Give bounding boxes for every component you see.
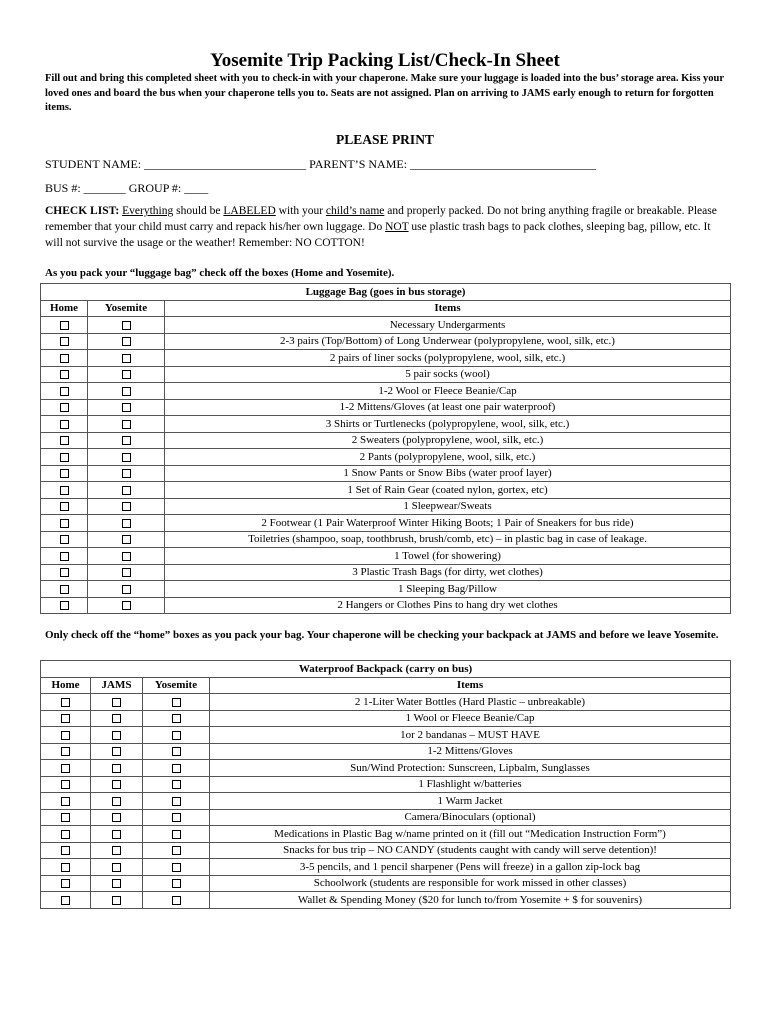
jams-checkbox[interactable] [112,714,121,723]
table-row [41,399,731,416]
home-checkbox[interactable] [60,337,69,346]
home-cell [41,727,91,744]
home-checkbox[interactable] [60,354,69,363]
checklist-instructions [45,203,725,251]
checklist-everything: Everything [122,205,174,217]
jams-cell [91,809,143,826]
yosemite-checkbox[interactable] [172,698,181,707]
yosemite-checkbox[interactable] [172,780,181,789]
home-cell [41,597,88,614]
table-row [41,776,731,793]
item-label: 1 Sleeping Bag/Pillow [165,581,731,598]
yosemite-cell [143,710,210,727]
yosemite-checkbox[interactable] [122,337,131,346]
item-label: 1or 2 bandanas – MUST HAVE [210,727,731,744]
jams-checkbox[interactable] [112,731,121,740]
item-label: 2 1-Liter Water Bottles (Hard Plastic – unbreakable) [210,694,731,711]
yosemite-checkbox[interactable] [172,747,181,756]
luggage-table [40,283,731,614]
jams-cell [91,776,143,793]
yosemite-cell [143,875,210,892]
yosemite-cell [88,498,165,515]
yosemite-cell [88,399,165,416]
home-checkbox[interactable] [61,747,70,756]
yosemite-cell [143,727,210,744]
yosemite-cell [88,432,165,449]
jams-cell [91,842,143,859]
yosemite-cell [88,515,165,532]
backpack-table [40,660,731,909]
yosemite-cell [88,581,165,598]
home-checkbox[interactable] [60,453,69,462]
checklist-childs-name: child’s name [325,205,385,217]
item-label: 2 Footwear (1 Pair Waterproof Winter Hiking Boots; 1 Pair of Sneakers for bus ride) [165,515,731,532]
table-row [41,333,731,350]
yosemite-checkbox[interactable] [122,436,131,445]
yosemite-cell [88,366,165,383]
jams-checkbox[interactable] [112,879,121,888]
jams-checkbox[interactable] [112,698,121,707]
home-checkbox[interactable] [61,698,70,707]
home-cell [41,350,88,367]
table-row [41,892,731,909]
yosemite-checkbox[interactable] [122,370,131,379]
table-row [41,694,731,711]
yosemite-cell [143,809,210,826]
yosemite-checkbox[interactable] [172,863,181,872]
home-cell [41,859,91,876]
yosemite-cell [88,333,165,350]
table-row [41,498,731,515]
yosemite-checkbox[interactable] [172,731,181,740]
home-cell [41,548,88,565]
item-label: 2 Pants (polypropylene, wool, silk, etc.) [165,449,731,466]
jams-checkbox[interactable] [112,747,121,756]
yosemite-checkbox[interactable] [172,830,181,839]
home-cell [41,482,88,499]
jams-cell [91,859,143,876]
yosemite-cell [88,482,165,499]
home-checkbox[interactable] [61,863,70,872]
yosemite-checkbox[interactable] [122,354,131,363]
home-checkbox[interactable] [61,896,70,905]
home-checkbox[interactable] [60,321,69,330]
table-row [41,548,731,565]
checklist-text-2: with your [275,205,326,217]
yosemite-cell [143,859,210,876]
home-cell [41,383,88,400]
home-checkbox[interactable] [61,846,70,855]
table-row [41,350,731,367]
home-cell [41,826,91,843]
item-label: 3-5 pencils, and 1 pencil sharpener (Pens will freeze) in a gallon zip-lock bag [210,859,731,876]
checklist-labeled: LABELED [223,205,276,217]
jams-cell [91,892,143,909]
home-checkbox[interactable] [60,420,69,429]
item-label: Schoolwork (students are responsible for work missed in other classes) [210,875,731,892]
jams-checkbox[interactable] [112,764,121,773]
item-label: 2 pairs of liner socks (polypropylene, wool, silk, etc.) [165,350,731,367]
item-label: Camera/Binoculars (optional) [210,809,731,826]
home-cell [41,793,91,810]
yosemite-checkbox[interactable] [172,714,181,723]
home-cell [41,449,88,466]
yosemite-checkbox[interactable] [122,469,131,478]
table-row [41,366,731,383]
backpack-header-items: Items [210,677,731,694]
home-checkbox[interactable] [60,370,69,379]
group-number-field[interactable]: GROUP #: ____ [128,181,209,195]
luggage-instruction: As you pack your “luggage bag” check off the boxes (Home and Yosemite). [45,267,395,279]
item-label: 2 Hangers or Clothes Pins to hang dry wet clothes [165,597,731,614]
yosemite-checkbox[interactable] [122,453,131,462]
yosemite-checkbox[interactable] [122,552,131,561]
yosemite-checkbox[interactable] [172,797,181,806]
yosemite-checkbox[interactable] [122,420,131,429]
document-title: Yosemite Trip Packing List/Check-In Sheet [210,50,560,71]
intro-text: Fill out and bring this completed sheet with you to check-in with your chaperone. Make sure your luggage is loaded into the bus’ storage area. Kiss your loved ones and board the bus when your chaperone tells you to. Seats are not assigned. Plan on arriving to JAMS early enough to return for forgotten items. [45,73,724,113]
yosemite-checkbox[interactable] [122,321,131,330]
yosemite-checkbox[interactable] [122,486,131,495]
yosemite-cell [143,694,210,711]
home-cell [41,317,88,334]
luggage-table-title: Luggage Bag (goes in bus storage) [41,284,731,301]
jams-checkbox[interactable] [112,863,121,872]
home-cell [41,743,91,760]
table-row [41,710,731,727]
item-label: 3 Plastic Trash Bags (for dirty, wet clothes) [165,564,731,581]
checklist-lead: CHECK LIST: [45,205,120,217]
jams-cell [91,710,143,727]
yosemite-checkbox[interactable] [122,519,131,528]
table-row [41,564,731,581]
home-checkbox[interactable] [60,585,69,594]
item-label: 1 Flashlight w/batteries [210,776,731,793]
home-checkbox[interactable] [60,436,69,445]
table-row [41,727,731,744]
home-checkbox[interactable] [61,830,70,839]
yosemite-cell [88,548,165,565]
jams-cell [91,793,143,810]
table-row [41,317,731,334]
checklist-text-1: should be [173,205,224,217]
home-cell [41,515,88,532]
item-label: Snacks for bus trip – NO CANDY (students caught with candy will serve detention)! [210,842,731,859]
home-cell [41,564,88,581]
table-row [41,581,731,598]
home-cell [41,465,88,482]
home-checkbox[interactable] [60,387,69,396]
yosemite-cell [88,317,165,334]
jams-cell [91,826,143,843]
checklist-text-3: and properly packed. Do not bring anything fragile or breakable. Please remember that your child must carry and repack his/her own luggage. Do [45,205,717,233]
yosemite-cell [88,597,165,614]
item-label: 1 Set of Rain Gear (coated nylon, gortex, etc) [165,482,731,499]
table-row [41,465,731,482]
home-cell [41,892,91,909]
backpack-table-title: Waterproof Backpack (carry on bus) [41,661,731,678]
item-label: Toiletries (shampoo, soap, toothbrush, brush/comb, etc) – in plastic bag in case of leakage. [165,531,731,548]
home-cell [41,416,88,433]
yosemite-cell [88,531,165,548]
yosemite-checkbox[interactable] [122,568,131,577]
yosemite-cell [88,350,165,367]
item-label: 1-2 Mittens/Gloves [210,743,731,760]
item-label: 1 Warm Jacket [210,793,731,810]
table-row [41,482,731,499]
table-row [41,515,731,532]
home-cell [41,809,91,826]
item-label: Necessary Undergarments [165,317,731,334]
student-name-field[interactable]: STUDENT NAME: ___________________________ [45,157,307,171]
table-row [41,449,731,466]
backpack-header-home: Home [41,677,91,694]
home-checkbox[interactable] [61,780,70,789]
yosemite-cell [88,416,165,433]
table-row [41,875,731,892]
home-cell [41,399,88,416]
home-cell [41,710,91,727]
table-row [41,416,731,433]
jams-cell [91,760,143,777]
yosemite-checkbox[interactable] [122,502,131,511]
home-checkbox[interactable] [60,601,69,610]
home-cell [41,333,88,350]
jams-checkbox[interactable] [112,846,121,855]
backpack-header-jams: JAMS [91,677,143,694]
home-cell [41,760,91,777]
home-checkbox[interactable] [60,519,69,528]
home-checkbox[interactable] [61,797,70,806]
home-checkbox[interactable] [61,879,70,888]
home-checkbox[interactable] [61,813,70,822]
yosemite-cell [143,776,210,793]
yosemite-cell [88,564,165,581]
home-cell [41,776,91,793]
home-checkbox[interactable] [60,502,69,511]
checklist-not: NOT [385,221,409,233]
item-label: Sun/Wind Protection: Sunscreen, Lipbalm, Sunglasses [210,760,731,777]
home-checkbox[interactable] [61,731,70,740]
item-label: 1 Sleepwear/Sweats [165,498,731,515]
yosemite-checkbox[interactable] [172,896,181,905]
item-label: 1 Snow Pants or Snow Bibs (water proof layer) [165,465,731,482]
table-row [41,793,731,810]
home-cell [41,432,88,449]
name-fields-line [45,157,596,172]
luggage-header-yosemite: Yosemite [88,300,165,317]
jams-checkbox[interactable] [112,797,121,806]
yosemite-checkbox[interactable] [172,879,181,888]
jams-cell [91,743,143,760]
item-label: 1-2 Mittens/Gloves (at least one pair waterproof) [165,399,731,416]
table-row [41,432,731,449]
yosemite-checkbox[interactable] [122,403,131,412]
luggage-header-items: Items [165,300,731,317]
luggage-header-home: Home [41,300,88,317]
item-label: 1 Towel (for showering) [165,548,731,565]
bus-group-line [45,181,208,196]
jams-checkbox[interactable] [112,813,121,822]
yosemite-checkbox[interactable] [172,764,181,773]
home-cell [41,581,88,598]
jams-checkbox[interactable] [112,896,121,905]
backpack-instruction: Only check off the “home” boxes as you pack your bag. Your chaperone will be checking your backpack at JAMS and before we leave Yosemite. [45,629,719,641]
item-label: 3 Shirts or Turtlenecks (polypropylene, wool, silk, etc.) [165,416,731,433]
checklist-text-4: use plastic trash bags to pack clothes, sleeping bag, pillow, etc. It will not survive the usage or the weather! Remember: NO COTTON! [45,221,711,249]
home-checkbox[interactable] [61,764,70,773]
yosemite-cell [88,449,165,466]
home-cell [41,875,91,892]
table-row [41,842,731,859]
home-checkbox[interactable] [60,486,69,495]
item-label: 2 Sweaters (polypropylene, wool, silk, etc.) [165,432,731,449]
jams-cell [91,727,143,744]
yosemite-cell [143,842,210,859]
table-row [41,531,731,548]
home-checkbox[interactable] [60,535,69,544]
jams-checkbox[interactable] [112,830,121,839]
jams-cell [91,875,143,892]
yosemite-checkbox[interactable] [172,813,181,822]
home-checkbox[interactable] [60,552,69,561]
item-label: 2-3 pairs (Top/Bottom) of Long Underwear (polypropylene, wool, silk, etc.) [165,333,731,350]
home-cell [41,366,88,383]
table-row [41,383,731,400]
yosemite-cell [88,383,165,400]
item-label: 1 Wool or Fleece Beanie/Cap [210,710,731,727]
home-cell [41,531,88,548]
jams-cell [91,694,143,711]
yosemite-cell [143,892,210,909]
yosemite-cell [88,465,165,482]
yosemite-checkbox[interactable] [122,585,131,594]
item-label: 5 pair socks (wool) [165,366,731,383]
yosemite-checkbox[interactable] [122,601,131,610]
home-checkbox[interactable] [60,568,69,577]
table-row [41,760,731,777]
yosemite-cell [143,793,210,810]
yosemite-cell [143,760,210,777]
bus-number-field[interactable]: BUS #: _______ [45,181,126,195]
parent-name-field[interactable]: PARENT’S NAME: _______________________________ [309,157,597,171]
table-row [41,826,731,843]
table-row [41,597,731,614]
jams-checkbox[interactable] [112,780,121,789]
table-row [41,809,731,826]
home-checkbox[interactable] [60,403,69,412]
home-checkbox[interactable] [61,714,70,723]
backpack-header-yosemite: Yosemite [143,677,210,694]
item-label: Wallet & Spending Money ($20 for lunch to/from Yosemite + $ for souvenirs) [210,892,731,909]
yosemite-checkbox[interactable] [122,535,131,544]
please-print-heading: PLEASE PRINT [336,132,434,147]
item-label: 1-2 Wool or Fleece Beanie/Cap [165,383,731,400]
item-label: Medications in Plastic Bag w/name printed on it (fill out “Medication Instruction Form”) [210,826,731,843]
yosemite-cell [143,826,210,843]
home-checkbox[interactable] [60,469,69,478]
home-cell [41,498,88,515]
yosemite-checkbox[interactable] [172,846,181,855]
yosemite-cell [143,743,210,760]
home-cell [41,842,91,859]
yosemite-checkbox[interactable] [122,387,131,396]
table-row [41,859,731,876]
table-row [41,743,731,760]
home-cell [41,694,91,711]
